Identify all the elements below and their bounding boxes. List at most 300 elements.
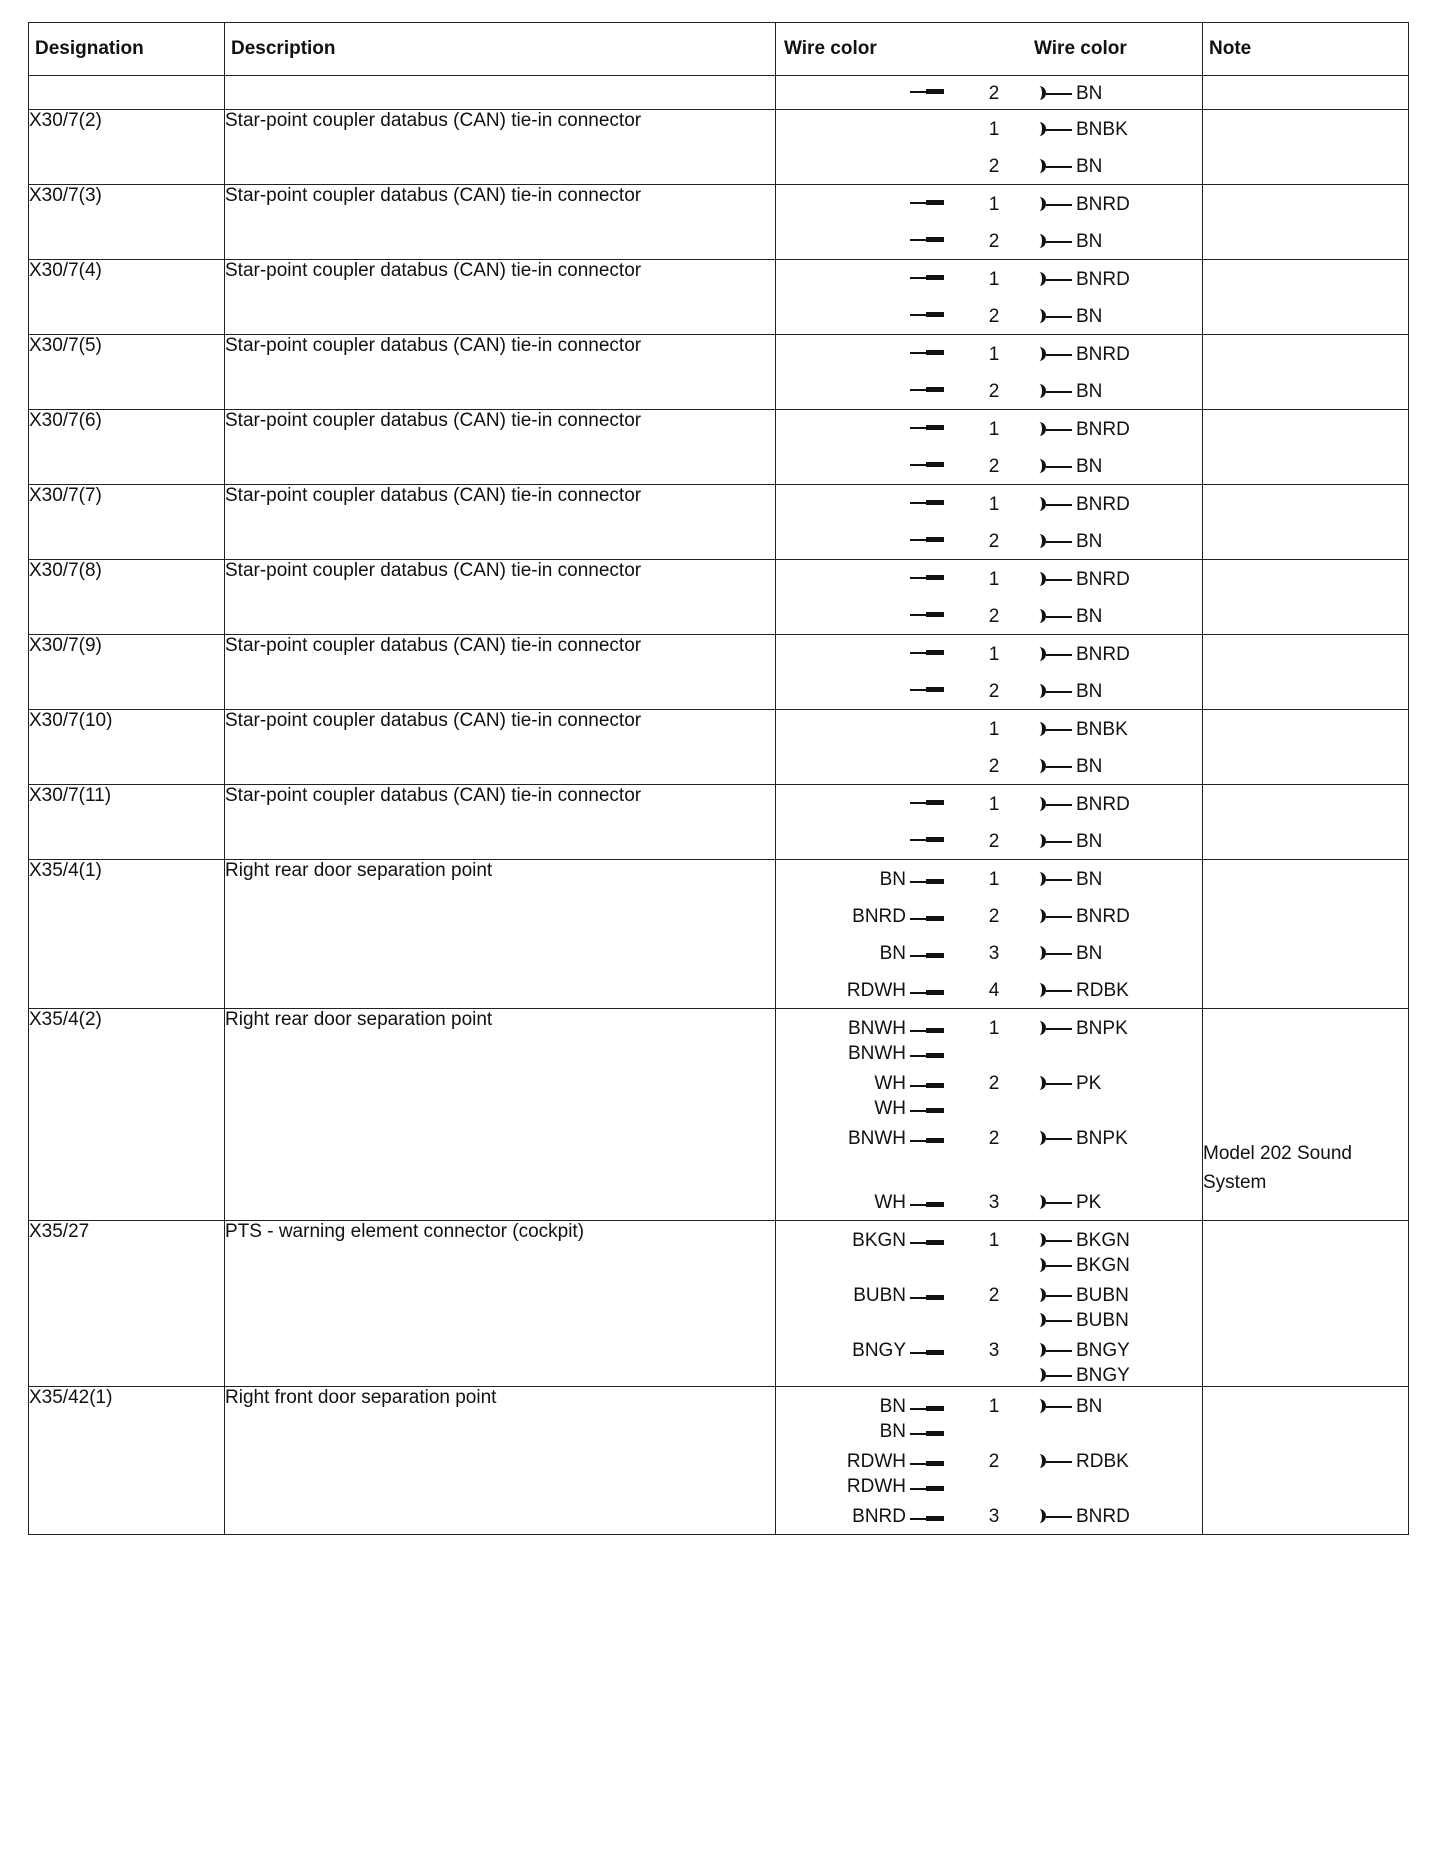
- source-wire: [906, 306, 944, 320]
- target-wire-color: BN: [1076, 156, 1103, 177]
- pin-line: [776, 451, 1202, 480]
- pin-line: [776, 376, 1202, 405]
- wire-stub-icon: [910, 681, 944, 695]
- wire-color-cell: [776, 1009, 1203, 1221]
- connector-plug-icon: [1032, 195, 1074, 215]
- target-wire: [1032, 719, 1128, 741]
- wire-stub-icon: [910, 984, 944, 998]
- pin-number: 1: [988, 1396, 1000, 1417]
- wire-stub-icon: [910, 1102, 944, 1116]
- source-wire: [880, 1396, 944, 1418]
- target-wire-color: BNGY: [1076, 1340, 1130, 1361]
- pin-line: [776, 226, 1202, 255]
- source-wire: [906, 681, 944, 695]
- target-wire-color: BN: [1076, 681, 1103, 702]
- pin-number: 2: [988, 1285, 1000, 1306]
- connector-plug-icon: [1032, 495, 1074, 515]
- source-wire: [848, 1128, 944, 1150]
- target-wire: [1032, 1230, 1130, 1252]
- pin-list: [776, 485, 1202, 559]
- wire-stub-icon: [910, 1455, 944, 1469]
- source-wire-color: BNGY: [852, 1340, 906, 1361]
- source-wire-color: RDWH: [846, 1451, 906, 1472]
- connector-plug-icon: [1032, 720, 1074, 740]
- connector-plug-icon: [1032, 795, 1074, 815]
- target-wire: [1032, 644, 1130, 666]
- table-row: [29, 260, 1409, 335]
- header-wire-color-left: Wire color: [784, 38, 877, 59]
- target-wire: [1032, 1073, 1101, 1095]
- source-wire-color: BNWH: [847, 1018, 906, 1039]
- pin-line: [776, 151, 1202, 180]
- designation-cell: X35/42(1): [29, 1387, 225, 1535]
- target-wire: [1032, 1340, 1130, 1362]
- target-wire-color: BKGN: [1076, 1230, 1130, 1251]
- wire-stub-icon: [910, 83, 944, 97]
- pin-line: [776, 1123, 1202, 1152]
- pin-list: [776, 635, 1202, 709]
- table-row: [29, 76, 1409, 110]
- target-wire: [1032, 1365, 1130, 1387]
- source-wire: [906, 419, 944, 433]
- description-cell: Star-point coupler databus (CAN) tie-in connector: [225, 485, 776, 560]
- source-wire-color: BN: [879, 1421, 906, 1442]
- target-wire-color: BNRD: [1076, 419, 1130, 440]
- pin-line: [776, 264, 1202, 293]
- pin-list: [776, 110, 1202, 184]
- connector-plug-icon: [1032, 382, 1074, 402]
- wire-stub-icon: [910, 344, 944, 358]
- pin-number: 2: [988, 531, 1000, 552]
- table-row: [29, 710, 1409, 785]
- source-wire: [852, 1230, 944, 1252]
- table-row: [29, 1009, 1409, 1221]
- target-wire: [1032, 831, 1102, 853]
- note-cell: [1203, 410, 1409, 485]
- designation-cell: X35/27: [29, 1221, 225, 1387]
- source-wire: [906, 531, 944, 545]
- connector-plug-icon: [1032, 944, 1074, 964]
- pin-number: 2: [988, 231, 1000, 252]
- pin-number: 1: [988, 1230, 1000, 1251]
- pin-line: [776, 564, 1202, 593]
- connector-plug-icon: [1032, 1341, 1074, 1361]
- table-row: [29, 110, 1409, 185]
- target-wire: [1032, 381, 1102, 403]
- pin-number: 1: [988, 344, 1000, 365]
- pin-line: [776, 601, 1202, 630]
- target-wire: [1032, 231, 1102, 253]
- description-cell: [225, 76, 776, 110]
- pin-number: 2: [988, 381, 1000, 402]
- source-wire: [906, 494, 944, 508]
- pin-number: 1: [988, 269, 1000, 290]
- source-wire-color: RDWH: [846, 980, 906, 1001]
- description-cell: Star-point coupler databus (CAN) tie-in connector: [225, 560, 776, 635]
- description-cell: Right rear door separation point: [225, 860, 776, 1009]
- wire-color-cell: [776, 710, 1203, 785]
- description-cell: Star-point coupler databus (CAN) tie-in connector: [225, 185, 776, 260]
- pin-number: 3: [988, 1506, 1000, 1527]
- connector-plug-icon: [1032, 1311, 1074, 1331]
- source-wire: [906, 194, 944, 208]
- pin-list: [776, 410, 1202, 484]
- target-wire-color: BNPK: [1076, 1018, 1128, 1039]
- wire-stub-icon: [910, 1196, 944, 1210]
- wire-stub-icon: [910, 1132, 944, 1146]
- designation-cell: X30/7(11): [29, 785, 225, 860]
- pin-number: 4: [988, 980, 1000, 1001]
- pin-number: 2: [988, 156, 1000, 177]
- source-wire: [848, 1043, 944, 1065]
- target-wire-color: BN: [1076, 381, 1103, 402]
- pin-line: [776, 975, 1202, 1004]
- pin-line: [776, 78, 1202, 107]
- connector-plug-icon: [1032, 1366, 1074, 1386]
- table-header-row: [29, 23, 1409, 76]
- target-wire-color: BN: [1076, 831, 1103, 852]
- note-cell: [1203, 185, 1409, 260]
- pin-line: [776, 1152, 1202, 1181]
- target-wire: [1032, 1128, 1128, 1150]
- source-wire: [852, 906, 944, 928]
- description-cell: Right rear door separation point: [225, 1009, 776, 1221]
- source-wire-color: RDWH: [846, 1476, 906, 1497]
- wire-color-cell: [776, 485, 1203, 560]
- source-wire-color: BNWH: [847, 1128, 906, 1149]
- target-wire-color: BN: [1076, 606, 1103, 627]
- description-cell: Star-point coupler databus (CAN) tie-in connector: [225, 635, 776, 710]
- source-wire: [906, 456, 944, 470]
- pin-line: [776, 1471, 1202, 1497]
- target-wire: [1032, 156, 1102, 178]
- target-wire: [1032, 1451, 1129, 1473]
- pin-line: [776, 901, 1202, 930]
- pin-line: [776, 1187, 1202, 1216]
- target-wire: [1032, 1018, 1128, 1040]
- source-wire: [853, 1285, 944, 1307]
- wire-color-cell: [776, 1387, 1203, 1535]
- pin-number: 3: [988, 1340, 1000, 1361]
- wire-color-cell: [776, 1221, 1203, 1387]
- pin-number: 2: [988, 306, 1000, 327]
- target-wire: [1032, 1506, 1130, 1528]
- target-wire-color: BNRD: [1076, 906, 1130, 927]
- pin-number: 1: [988, 719, 1000, 740]
- table-row: [29, 1221, 1409, 1387]
- wire-stub-icon: [910, 381, 944, 395]
- connector-plug-icon: [1032, 345, 1074, 365]
- source-wire-color: WH: [874, 1098, 906, 1119]
- target-wire: [1032, 943, 1102, 965]
- source-wire: [906, 231, 944, 245]
- wire-color-cell: [776, 185, 1203, 260]
- pin-list: [776, 335, 1202, 409]
- pin-line: [776, 1093, 1202, 1119]
- target-wire: [1032, 606, 1102, 628]
- pin-list: [776, 710, 1202, 784]
- target-wire-color: BNRD: [1076, 644, 1130, 665]
- pin-number: 2: [988, 83, 1000, 104]
- connector-plug-icon: [1032, 1129, 1074, 1149]
- source-wire-color: BUBN: [853, 1285, 906, 1306]
- source-wire-color: BNWH: [847, 1043, 906, 1064]
- table-row: [29, 785, 1409, 860]
- target-wire-color: BUBN: [1076, 1285, 1129, 1306]
- note-cell: [1203, 485, 1409, 560]
- wire-color-cell: [776, 560, 1203, 635]
- target-wire-color: BUBN: [1076, 1310, 1129, 1331]
- table-row: [29, 635, 1409, 710]
- source-wire: [880, 1421, 944, 1443]
- connector-plug-icon: [1032, 120, 1074, 140]
- header-note: Note: [1203, 23, 1409, 76]
- pin-number: 2: [988, 606, 1000, 627]
- source-wire-color: WH: [874, 1073, 906, 1094]
- pin-number: 1: [988, 119, 1000, 140]
- target-wire: [1032, 869, 1102, 891]
- note-cell: [1203, 560, 1409, 635]
- pin-line: [776, 714, 1202, 743]
- target-wire: [1032, 306, 1102, 328]
- header-description: Description: [225, 23, 776, 76]
- connector-plug-icon: [1032, 1019, 1074, 1039]
- source-wire: [906, 569, 944, 583]
- source-wire-color: BNRD: [852, 1506, 906, 1527]
- wire-stub-icon: [910, 1510, 944, 1524]
- target-wire-color: BN: [1076, 456, 1103, 477]
- wire-stub-icon: [910, 831, 944, 845]
- note-cell: [1203, 635, 1409, 710]
- source-wire-color: BKGN: [852, 1230, 906, 1251]
- target-wire-color: BNGY: [1076, 1365, 1130, 1386]
- connector-plug-icon: [1032, 1397, 1074, 1417]
- wire-stub-icon: [910, 456, 944, 470]
- note-text: Model 202 Sound System: [1203, 1143, 1352, 1193]
- connector-plug-icon: [1032, 1074, 1074, 1094]
- target-wire: [1032, 794, 1130, 816]
- pin-list: [776, 560, 1202, 634]
- pin-number: 1: [988, 194, 1000, 215]
- target-wire: [1032, 1310, 1129, 1332]
- target-wire-color: BN: [1076, 531, 1103, 552]
- pin-list: [776, 1221, 1202, 1386]
- designation-cell: X30/7(8): [29, 560, 225, 635]
- wire-stub-icon: [910, 794, 944, 808]
- source-wire: [906, 83, 944, 97]
- target-wire-color: BNPK: [1076, 1128, 1128, 1149]
- table-row: [29, 185, 1409, 260]
- pin-list: [776, 1009, 1202, 1220]
- wire-stub-icon: [910, 644, 944, 658]
- target-wire-color: PK: [1076, 1192, 1102, 1213]
- wire-stub-icon: [910, 1400, 944, 1414]
- connector-plug-icon: [1032, 832, 1074, 852]
- header-wire-color-right: Wire color: [1034, 38, 1127, 59]
- target-wire-color: BNRD: [1076, 494, 1130, 515]
- pin-number: 1: [988, 869, 1000, 890]
- connector-plug-icon: [1032, 307, 1074, 327]
- target-wire-color: PK: [1076, 1073, 1102, 1094]
- wire-stub-icon: [910, 306, 944, 320]
- table-row: [29, 860, 1409, 1009]
- note-cell: [1203, 860, 1409, 1009]
- connector-plug-icon: [1032, 232, 1074, 252]
- target-wire-color: BNRD: [1076, 269, 1130, 290]
- description-cell: Star-point coupler databus (CAN) tie-in connector: [225, 260, 776, 335]
- note-cell: [1203, 110, 1409, 185]
- connector-plug-icon: [1032, 1193, 1074, 1213]
- pin-number: 3: [988, 1192, 1000, 1213]
- table-row: [29, 1387, 1409, 1535]
- target-wire-color: RDBK: [1076, 980, 1129, 1001]
- wire-stub-icon: [910, 1047, 944, 1061]
- pin-line: [776, 1250, 1202, 1276]
- pin-line: [776, 1416, 1202, 1442]
- target-wire-color: BN: [1076, 306, 1103, 327]
- target-wire-color: BN: [1076, 756, 1103, 777]
- connector-plug-icon: [1032, 457, 1074, 477]
- table-row: [29, 410, 1409, 485]
- wire-color-cell: [776, 410, 1203, 485]
- pin-list: [776, 785, 1202, 859]
- target-wire-color: BNRD: [1076, 194, 1130, 215]
- description-cell: Star-point coupler databus (CAN) tie-in connector: [225, 410, 776, 485]
- pin-number: 1: [988, 644, 1000, 665]
- pin-line: [776, 751, 1202, 780]
- source-wire: [906, 794, 944, 808]
- wire-stub-icon: [910, 947, 944, 961]
- wire-stub-icon: [910, 910, 944, 924]
- source-wire: [847, 1451, 944, 1473]
- target-wire: [1032, 756, 1102, 778]
- wire-stub-icon: [910, 569, 944, 583]
- target-wire: [1032, 494, 1130, 516]
- source-wire-color: BN: [879, 869, 906, 890]
- source-wire: [852, 1506, 944, 1528]
- target-wire: [1032, 569, 1130, 591]
- description-cell: Star-point coupler databus (CAN) tie-in connector: [225, 335, 776, 410]
- wire-stub-icon: [910, 494, 944, 508]
- wire-stub-icon: [910, 606, 944, 620]
- designation-cell: X30/7(7): [29, 485, 225, 560]
- target-wire: [1032, 119, 1128, 141]
- connector-plug-icon: [1032, 1256, 1074, 1276]
- source-wire: [848, 1018, 944, 1040]
- connector-plug-icon: [1032, 682, 1074, 702]
- designation-cell: X35/4(1): [29, 860, 225, 1009]
- target-wire: [1032, 419, 1130, 441]
- pin-list: [776, 76, 1202, 109]
- target-wire-color: BN: [1076, 1396, 1103, 1417]
- target-wire: [1032, 344, 1130, 366]
- wire-color-cell: [776, 76, 1203, 110]
- target-wire: [1032, 269, 1130, 291]
- pin-line: [776, 864, 1202, 893]
- note-cell: [1203, 260, 1409, 335]
- connector-plug-icon: [1032, 532, 1074, 552]
- pin-line: [776, 938, 1202, 967]
- note-cell: [1203, 1387, 1409, 1535]
- wire-color-cell: [776, 110, 1203, 185]
- designation-cell: [29, 76, 225, 110]
- wire-color-cell: [776, 785, 1203, 860]
- description-cell: Right front door separation point: [225, 1387, 776, 1535]
- target-wire: [1032, 980, 1129, 1002]
- wire-color-cell: [776, 860, 1203, 1009]
- pin-number: 2: [988, 1451, 1000, 1472]
- pin-number: 2: [988, 1128, 1000, 1149]
- connector-plug-icon: [1032, 84, 1074, 104]
- wire-stub-icon: [910, 1289, 944, 1303]
- target-wire-color: BNRD: [1076, 794, 1130, 815]
- source-wire: [852, 1340, 944, 1362]
- target-wire: [1032, 194, 1130, 216]
- wire-stub-icon: [910, 1480, 944, 1494]
- source-wire-color: BNRD: [852, 906, 906, 927]
- source-wire: [906, 644, 944, 658]
- designation-cell: X30/7(2): [29, 110, 225, 185]
- pin-line: [776, 1305, 1202, 1331]
- connector-plug-icon: [1032, 1507, 1074, 1527]
- source-wire-color: WH: [874, 1192, 906, 1213]
- target-wire-color: RDBK: [1076, 1451, 1129, 1472]
- connector-plug-icon: [1032, 1452, 1074, 1472]
- target-wire-color: BNRD: [1076, 344, 1130, 365]
- target-wire-color: BNRD: [1076, 569, 1130, 590]
- source-wire: [874, 1098, 944, 1120]
- connector-plug-icon: [1032, 1286, 1074, 1306]
- target-wire-color: BNBK: [1076, 719, 1128, 740]
- designation-cell: X30/7(6): [29, 410, 225, 485]
- note-cell: [1203, 785, 1409, 860]
- source-wire: [880, 869, 944, 891]
- pin-line: [776, 1360, 1202, 1386]
- target-wire-color: BNBK: [1076, 119, 1128, 140]
- source-wire: [906, 381, 944, 395]
- pin-number: 2: [988, 906, 1000, 927]
- table-row: [29, 560, 1409, 635]
- pin-list: [776, 260, 1202, 334]
- target-wire-color: BNRD: [1076, 1506, 1130, 1527]
- source-wire: [874, 1073, 944, 1095]
- pin-number: 2: [988, 456, 1000, 477]
- wiring-document: [28, 22, 1408, 1828]
- connector-plug-icon: [1032, 907, 1074, 927]
- pin-line: [776, 339, 1202, 368]
- note-cell: [1203, 1221, 1409, 1387]
- wire-stub-icon: [910, 1022, 944, 1036]
- pin-number: 2: [988, 831, 1000, 852]
- pin-number: 2: [988, 681, 1000, 702]
- pin-list: [776, 860, 1202, 1008]
- wire-color-cell: [776, 260, 1203, 335]
- source-wire: [847, 1476, 944, 1498]
- target-wire: [1032, 1192, 1101, 1214]
- target-wire-color: BKGN: [1076, 1255, 1130, 1276]
- pin-line: [776, 1038, 1202, 1064]
- wire-stub-icon: [910, 1344, 944, 1358]
- source-wire: [906, 344, 944, 358]
- source-wire: [906, 606, 944, 620]
- pin-number: 1: [988, 794, 1000, 815]
- pin-number: 2: [988, 756, 1000, 777]
- pin-line: [776, 114, 1202, 143]
- designation-cell: X30/7(5): [29, 335, 225, 410]
- connector-plug-icon: [1032, 981, 1074, 1001]
- table-body: [29, 76, 1409, 1535]
- connector-table: [28, 22, 1409, 1535]
